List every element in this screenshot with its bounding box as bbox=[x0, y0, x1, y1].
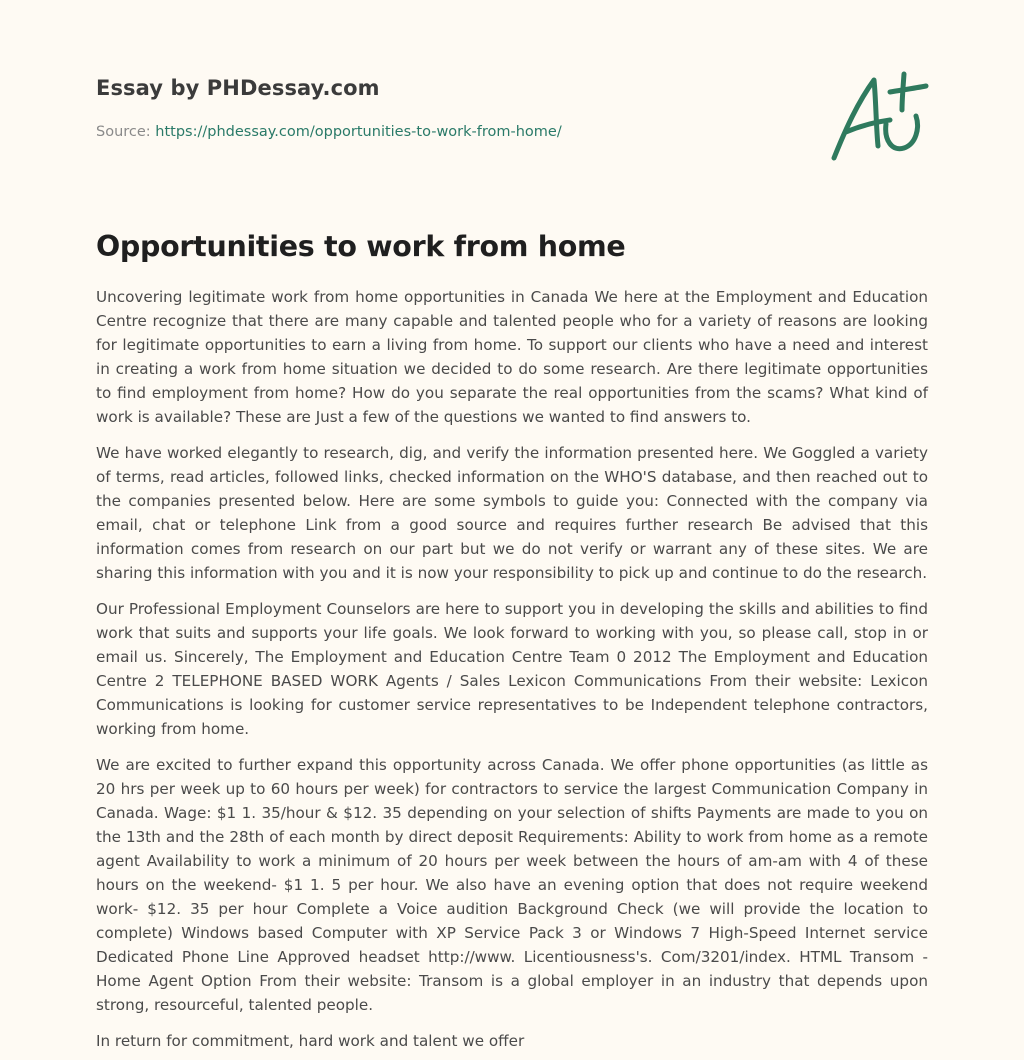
essay-paragraph: In return for commitment, hard work and talent we offer bbox=[96, 1032, 525, 1050]
source-label: Source: bbox=[96, 124, 151, 140]
site-header bbox=[96, 0, 928, 200]
essay-paragraph: We have worked elegantly to research, dig, and verify the information presented here. We Goggled a variety of terms, read articles, followed links, checked information on the WHO'S database, and then reached out to the companies presented below. Here are some symbols to guide you: Connected with the company via email, chat or telephone Link from a good source and requires further research Be advised that this information comes from research on our part but we do not verify or warrant any of these sites. We are sharing this information with you and it is now your responsibility to pick up and continue to do the research. bbox=[96, 444, 928, 582]
essay-title: Opportunities to work from home bbox=[96, 230, 626, 263]
site-brand: Essay by PHDessay.com bbox=[96, 76, 380, 100]
essay-paragraph: We are excited to further expand this opportunity across Canada. We offer phone opportunities (as little as 20 hrs per week up to 60 hours per week) for contractors to service the largest Communication Company in Canada. Wage: $1 1. 35/hour & $12. 35 depending on your selection of shifts Payments are made to you on the 13th and the 28th of each month by direct deposit Requirements: Ability to work from home as a remote agent Availability to work a minimum of 20 hours per week between the hours of am-am with 4 of these hours on the weekend- $1 1. 5 per hour. We also have an evening option that does not require weekend work- $12. 35 per hour Complete a Voice audition Background Check (we will provide the location to complete) Windows based Computer with XP Service Pack 3 or Windows 7 High-Speed Internet service Dedicated Phone Line Approved headset http://www. Licentiousness's. Com/3201/index. HTML Transom - Home Agent Option From their website: Transom is a global employer in an industry that depends upon strong, resourceful, talented people. bbox=[96, 756, 928, 1014]
source-link[interactable]: https://phdessay.com/opportunities-to-work-from-home/ bbox=[155, 124, 562, 140]
logo-plus-horizontal bbox=[890, 86, 926, 92]
a-plus-logo-icon bbox=[824, 66, 934, 166]
essay-paragraph: Uncovering legitimate work from home opportunities in Canada We here at the Employment and Education Centre recognize that there are many capable and talented people who for a variety of reasons are looking for legitimate opportunities to earn a living from home. To support our clients who have a need and interest in creating a work from home situation we decided to do some research. Are there legitimate opportunities to find employment from home? How do you separate the real opportunities from the scams? What kind of work is available? These are Just a few of the questions we wanted to find answers to. bbox=[96, 288, 928, 426]
essay-main bbox=[96, 230, 928, 1053]
essay-content bbox=[96, 285, 928, 1053]
source-line bbox=[96, 124, 562, 140]
essay-paragraph: Our Professional Employment Counselors are here to support you in developing the skills and abilities to find work that suits and supports your life goals. We look forward to working with you, so please call, stop in or email us. Sincerely, The Employment and Education Centre Team 0 2012 The Employment and Education Centre 2 TELEPHONE BASED WORK Agents / Sales Lexicon Communications From their website: Lexicon Communications is looking for customer service representatives to be Independent telephone contractors, working from home. bbox=[96, 600, 928, 738]
logo-a-stroke bbox=[834, 80, 878, 158]
